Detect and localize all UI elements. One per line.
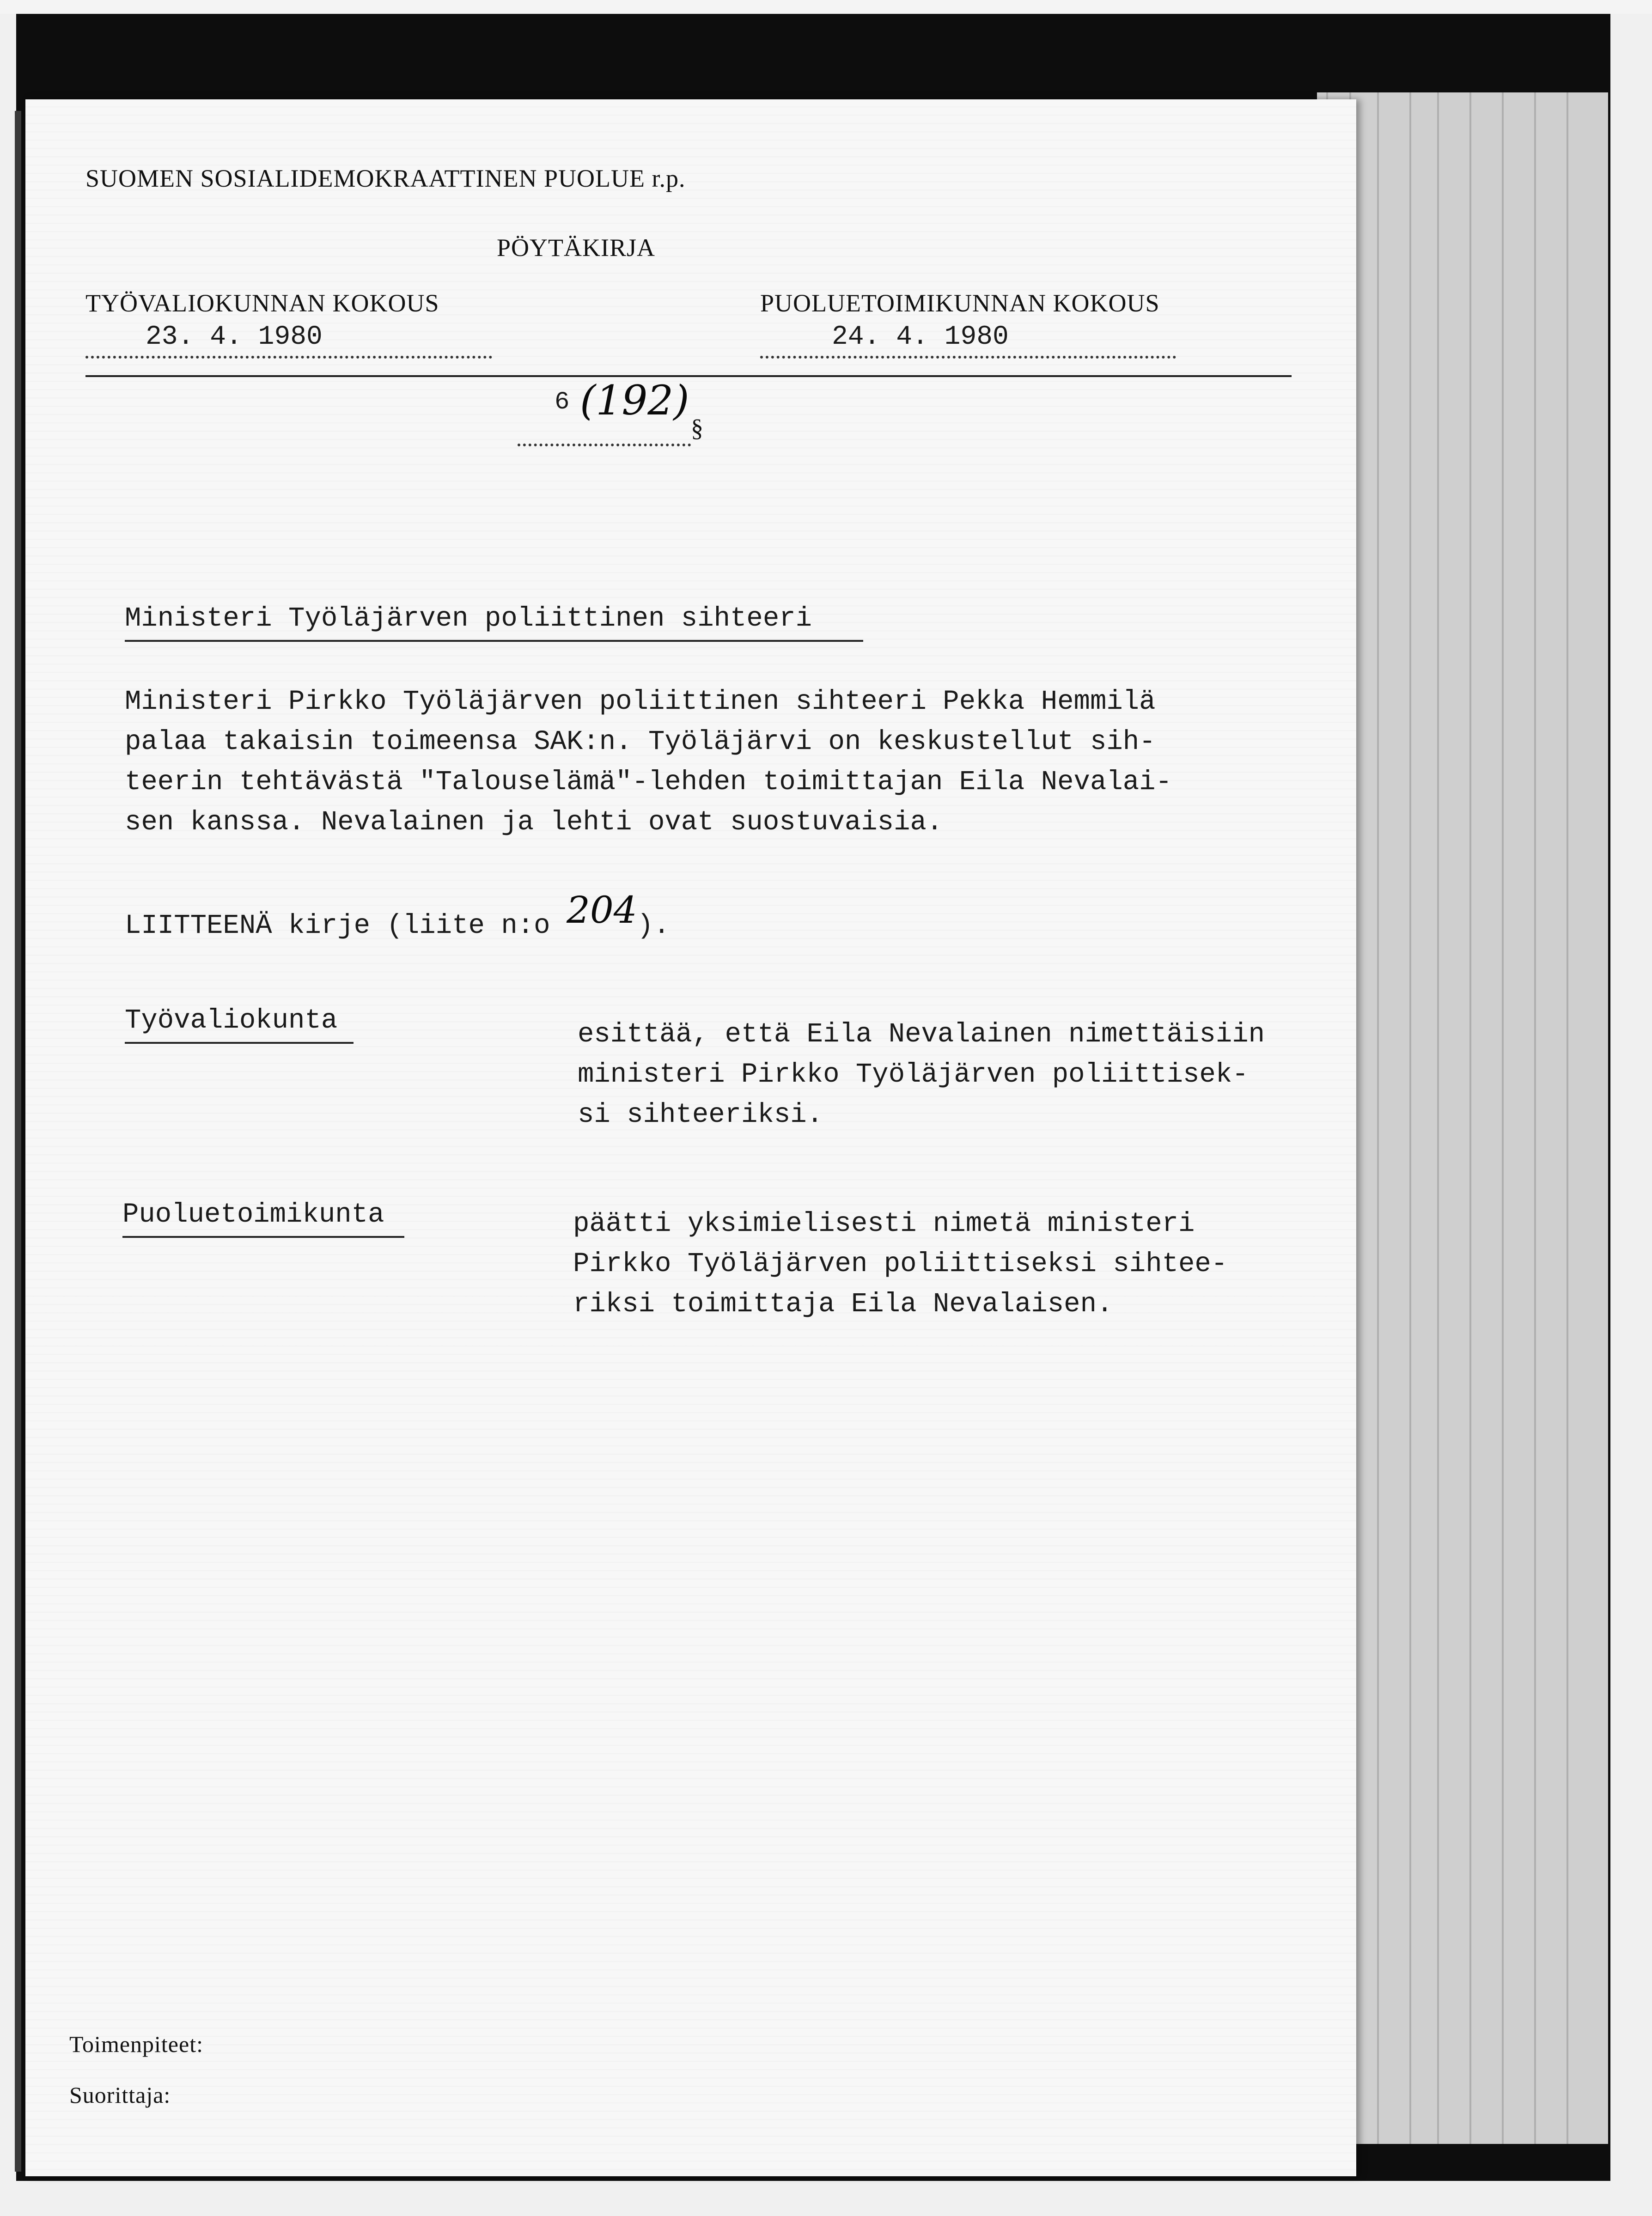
decision-text-tyovaliokunta	[578, 1014, 1265, 1135]
paragraph-line: teerin tehtävästä "Talouselämä"-lehden toimittajan Eila Nevalai-	[125, 767, 1172, 798]
section-handwritten-number: (192)	[580, 377, 689, 424]
decision-line: Pirkko Työläjärven poliittiseksi sihtee-	[573, 1248, 1228, 1279]
decision-label-tyovaliokunta: Työvaliokunta	[125, 1005, 338, 1036]
paragraph-line: Ministeri Pirkko Työläjärven poliittinen sihteeri Pekka Hemmilä	[125, 686, 1156, 717]
item-paragraph	[125, 682, 1172, 842]
document-page	[25, 99, 1356, 2176]
section-typed-number: 6	[555, 388, 570, 416]
item-title: Ministeri Työläjärven poliittinen sihteeri	[125, 603, 812, 634]
attachment-suffix: ).	[637, 910, 670, 941]
attachment-line	[125, 889, 670, 946]
decision-line: esittää, että Eila Nevalainen nimettäisiin	[578, 1019, 1265, 1050]
decision-line: si sihteeriksi.	[578, 1099, 823, 1130]
decision-text-puoluetoimikunta	[573, 1204, 1227, 1324]
actions-label: Toimenpiteet:	[69, 2031, 203, 2057]
left-meeting-date: 23. 4. 1980	[146, 322, 323, 352]
left-meeting-label: TYÖVALIOKUNNAN KOKOUS	[85, 289, 439, 317]
paragraph-line: sen kanssa. Nevalainen ja lehti ovat suostuvaisia.	[125, 807, 943, 838]
decision-line: päätti yksimielisesti nimetä ministeri	[573, 1208, 1195, 1239]
page-binding-edge	[15, 111, 21, 2172]
right-date-dotted-line	[760, 356, 1176, 359]
decision-label-underline	[125, 1042, 354, 1044]
decision-label-underline	[122, 1236, 404, 1238]
document-type: PÖYTÄKIRJA	[497, 234, 656, 262]
organization-name: SUOMEN SOSIALIDEMOKRAATTINEN PUOLUE r.p.	[85, 164, 686, 192]
item-title-underline	[125, 640, 863, 642]
executor-label: Suorittaja:	[69, 2082, 171, 2108]
section-symbol: §	[691, 414, 704, 442]
right-meeting-date: 24. 4. 1980	[832, 322, 1009, 352]
scan-top-margin	[0, 0, 1652, 14]
section-dotted-line	[518, 444, 691, 446]
attachment-prefix: LIITTEENÄ kirje (liite n:o	[125, 910, 567, 941]
attachment-handwritten-number: 204	[566, 889, 637, 931]
paragraph-line: palaa takaisin toimeensa SAK:n. Työläjärvi on keskustellut sih-	[125, 726, 1156, 757]
decision-line: riksi toimittaja Eila Nevalaisen.	[573, 1289, 1113, 1320]
left-date-dotted-line	[85, 356, 492, 359]
right-meeting-label: PUOLUETOIMIKUNNAN KOKOUS	[760, 289, 1160, 317]
decision-line: ministeri Pirkko Työläjärven poliittisek-	[578, 1059, 1249, 1090]
decision-label-puoluetoimikunta: Puoluetoimikunta	[122, 1199, 384, 1230]
page-stack-edge	[1317, 92, 1608, 2144]
